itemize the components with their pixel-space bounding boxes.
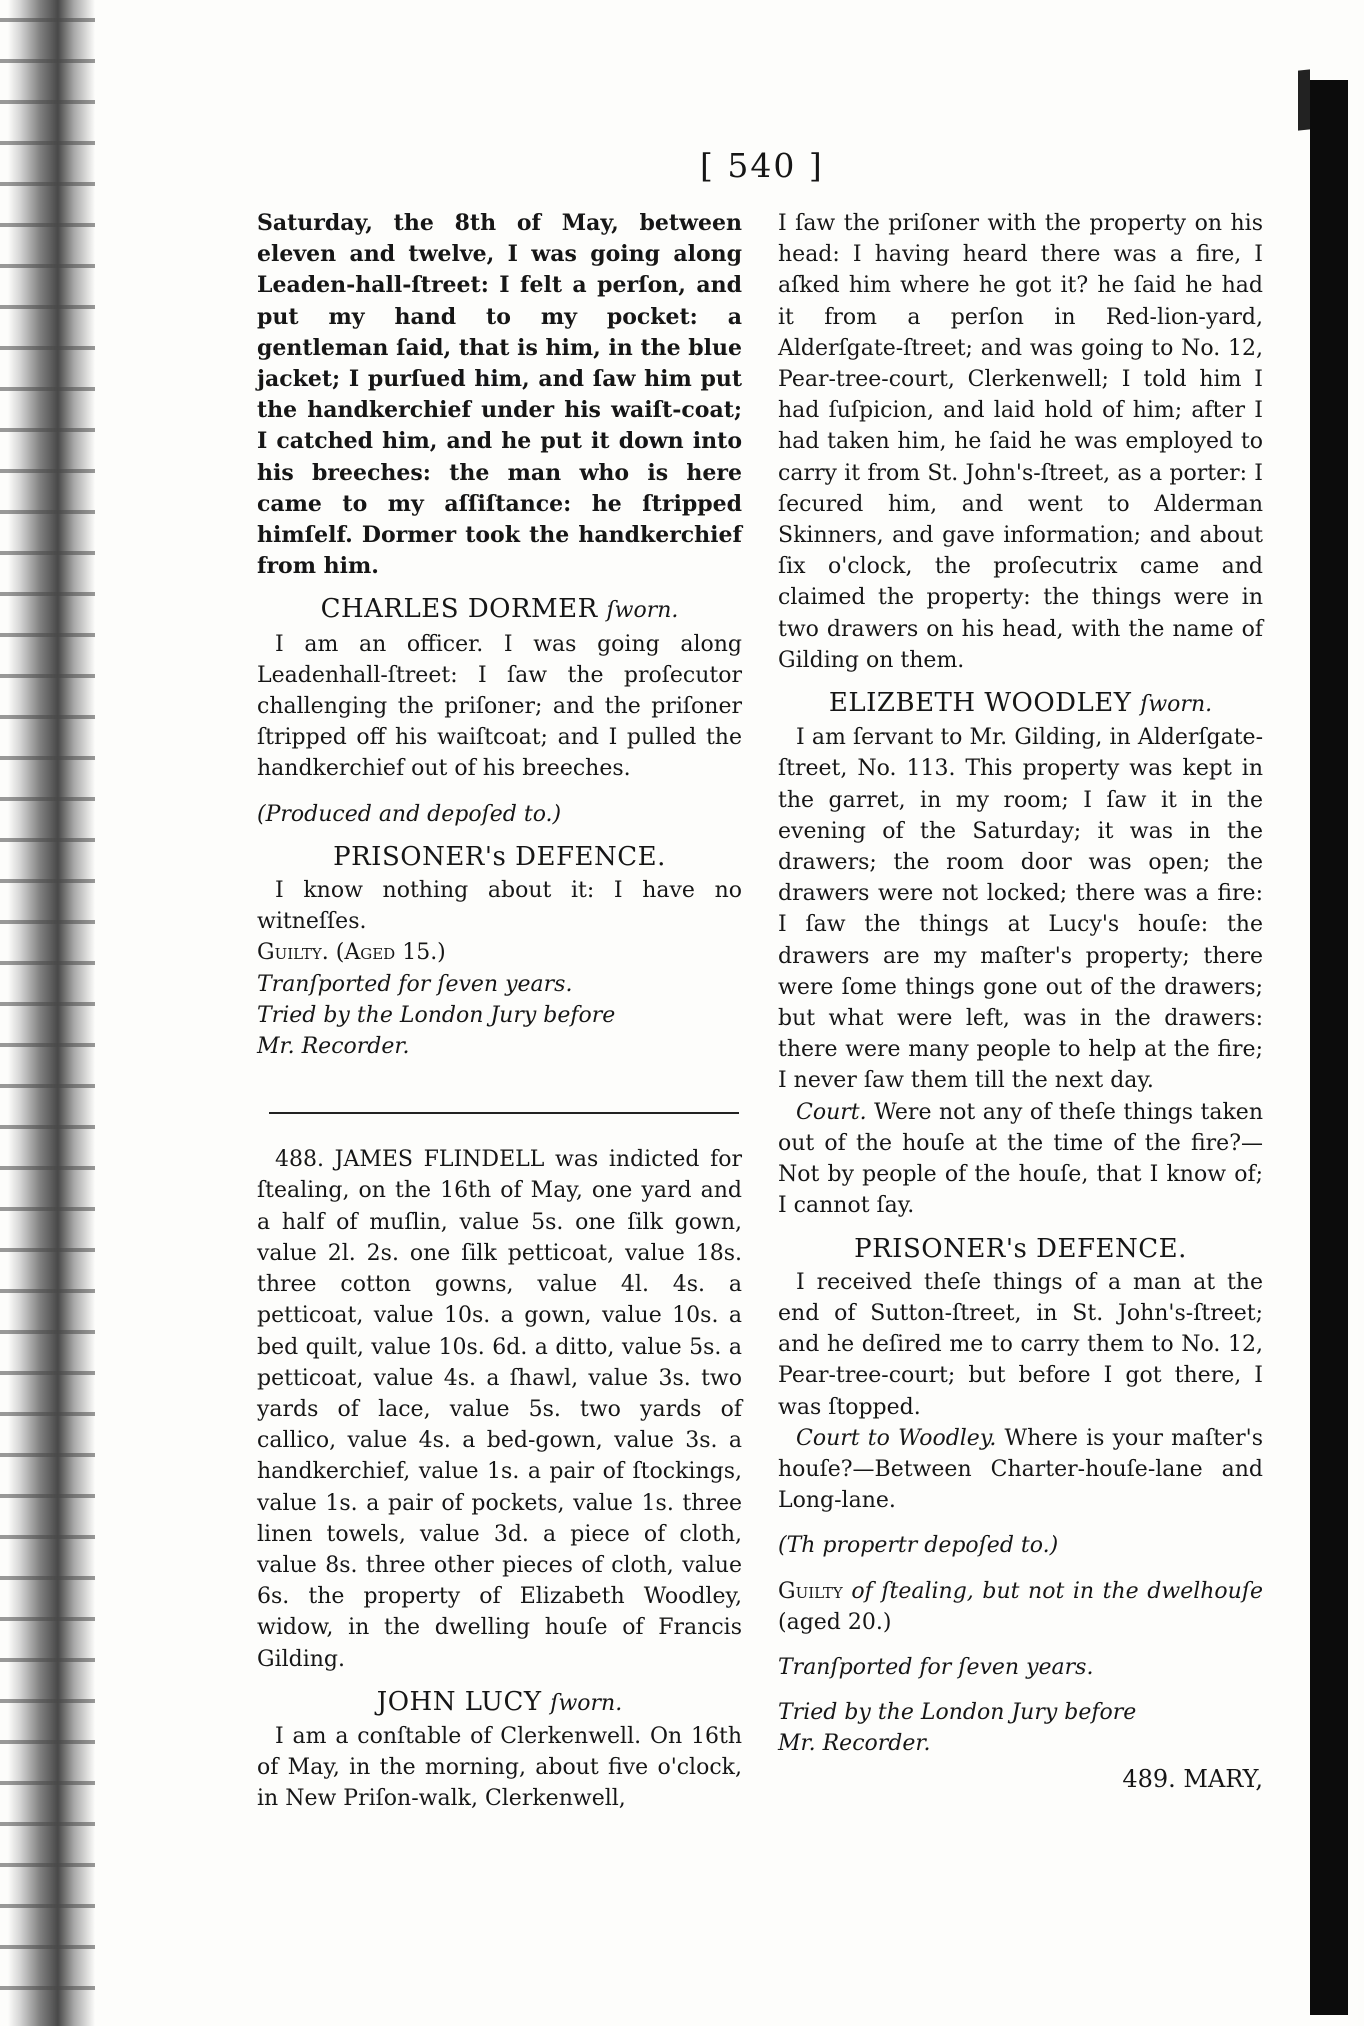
defence-heading: PRISONER's DEFENCE. [333, 841, 666, 872]
witness-heading [257, 1687, 742, 1719]
witness-heading [778, 688, 1263, 720]
tried-line: Tried by the London Jury before [778, 1700, 1137, 1726]
left-column [257, 208, 742, 1815]
paragraph: I am ſervant to Mr. Gilding, in Alderſgate-ſtreet, No. 113. This property was kept in the garret, in my room; I ſaw it in the evening of the Saturday; it was in the drawers; the room door was open; the drawers were not locked; there was a fire: I ſaw the things at Lucy's houſe: the drawers are my maſter's property; there were ſome things gone out of the drawers; but what were left, was in the drawers: there were many people to help at the fire; I never ſaw them till the next day. [778, 725, 1263, 1094]
page-edge-shadow [1298, 69, 1310, 130]
page-number: [ 540 ] [700, 146, 824, 185]
verdict-age: (aged 20.) [778, 1609, 892, 1635]
book-binding-gutter [0, 0, 95, 2026]
sentence: Tranſported for ſeven years. [257, 971, 573, 997]
paragraph-text: Where is your maſter's houſe?—Between Charter-houſe-lane and Long-lane. [778, 1425, 1263, 1514]
witness-name: CHARLES DORMER [320, 594, 598, 625]
sworn-label: ſworn. [1140, 692, 1213, 718]
verdict [778, 1576, 1263, 1638]
paragraph: I received theſe things of a man at the end of Sutton-ſtreet, in St. John's-ſtreet; and he deſired me to carry them to No. 12, Pear-tree-court; but before I got there, I was ſtopped. [778, 1269, 1263, 1420]
paragraph-text: Were not any of theſe things taken out of the houſe at the time of the fire?—Not by people of the houſe, that I know of; I cannot ſay. [778, 1099, 1263, 1219]
verdict: Guilty. (Aged 15.) [257, 940, 446, 966]
paragraph: I am an officer. I was going along Leadenhall-ſtreet: I ſaw the proſecutor challenging the priſoner; and the priſoner ſtripped off his waiſtcoat; and I pulled the handkerchief out of his breeches. [257, 631, 742, 782]
defence-heading: PRISONER's DEFENCE. [854, 1233, 1187, 1264]
paragraph [778, 1423, 1263, 1517]
speaker-label: Court to Woodley. [796, 1425, 997, 1451]
paragraph: I am a conſtable of Clerkenwell. On 16th of May, in the morning, about five o'clock, in New Priſon-walk, Clerkenwell, [257, 1723, 742, 1812]
witness-name: JOHN LUCY [376, 1686, 542, 1717]
speaker-label: Court. [796, 1099, 867, 1125]
witness-heading [257, 594, 742, 626]
sworn-label: ſworn. [606, 598, 679, 624]
produced-note: (Produced and depoſed to.) [257, 801, 562, 827]
indictment-paragraph: 488. JAMES FLINDELL was indicted for ſtealing, on the 16th of May, one yard and a half of muſlin, value 5s. one ſilk gown, value 2l. 2s. one ſilk petticoat, value 18s. three cotton gowns, value 4l. 4s. a petticoat, value 10s. a gown, value 10s. a bed quilt, value 10s. 6d. a ditto, value 5s. a petticoat, value 4s. a ſhawl, value 3s. two yards of lace, value 5s. two yards of callico, value 4s. a bed-gown, value 3s. a handkerchief, value 1s. a pair of ſtockings, value 1s. a pair of pockets, value 1s. three linen towels, value 3d. a piece of cloth, value 8s. three other pieces of cloth, value 6s. the property of Elizabeth Woodley, widow, in the dwelling houſe of Francis Gilding. [257, 1147, 742, 1672]
verdict-detail: of ſtealing, but not in the dwelhouſe [851, 1578, 1263, 1604]
paragraph: I know nothing about it: I have no witneſſes. [257, 878, 742, 935]
paragraph: Saturday, the 8th of May, between eleven and twelve, I was going along Leaden-hall-ſtreet: I felt a perſon, and put my hand to my pocket: a gentleman ſaid, that is him, in the blue jacket; I purſued him, and ſaw him put the handkerchief under his waiſt-coat; I catched him, and he put it down into his breeches: the man who is here came to my aſſiſtance: he ſtripped himſelf. Dormer took the handkerchief from him. [257, 210, 742, 580]
produced-note: (Th propertr depoſed to.) [778, 1533, 1059, 1559]
tried-line: Mr. Recorder. [257, 1034, 410, 1060]
sentence: Tranſported for ſeven years. [778, 1654, 1094, 1680]
separator-rule [269, 1112, 739, 1114]
catchword: 489. MARY, [1122, 1764, 1263, 1793]
tried-line: Mr. Recorder. [778, 1731, 931, 1757]
verdict-label: Guilty [778, 1578, 843, 1604]
paragraph: I ſaw the priſoner with the property on his head: I having heard there was a fire, I aſked him where he got it? he ſaid he had it from a perſon in Red-lion-yard, Alderſgate-ſtreet; and was going to No. 12, Pear-tree-court, Clerkenwell; I told him I had ſuſpicion, and laid hold of him; after I had taken him, he ſaid he was employed to carry it from St. John's-ſtreet, as a porter: I ſecured him, and went to Alderman Skinners, and gave information; and about ſix o'clock, the proſecutrix came and claimed the property: the things were in two drawers on his head, with the name of Gilding on them. [778, 211, 1263, 673]
right-column [778, 208, 1263, 1795]
sworn-label: ſworn. [550, 1690, 623, 1716]
page-edge-bar [1310, 80, 1348, 2015]
witness-name: ELIZBETH WOODLEY [828, 688, 1132, 719]
tried-line: Tried by the London Jury before [257, 1002, 616, 1028]
paragraph [778, 1097, 1263, 1222]
